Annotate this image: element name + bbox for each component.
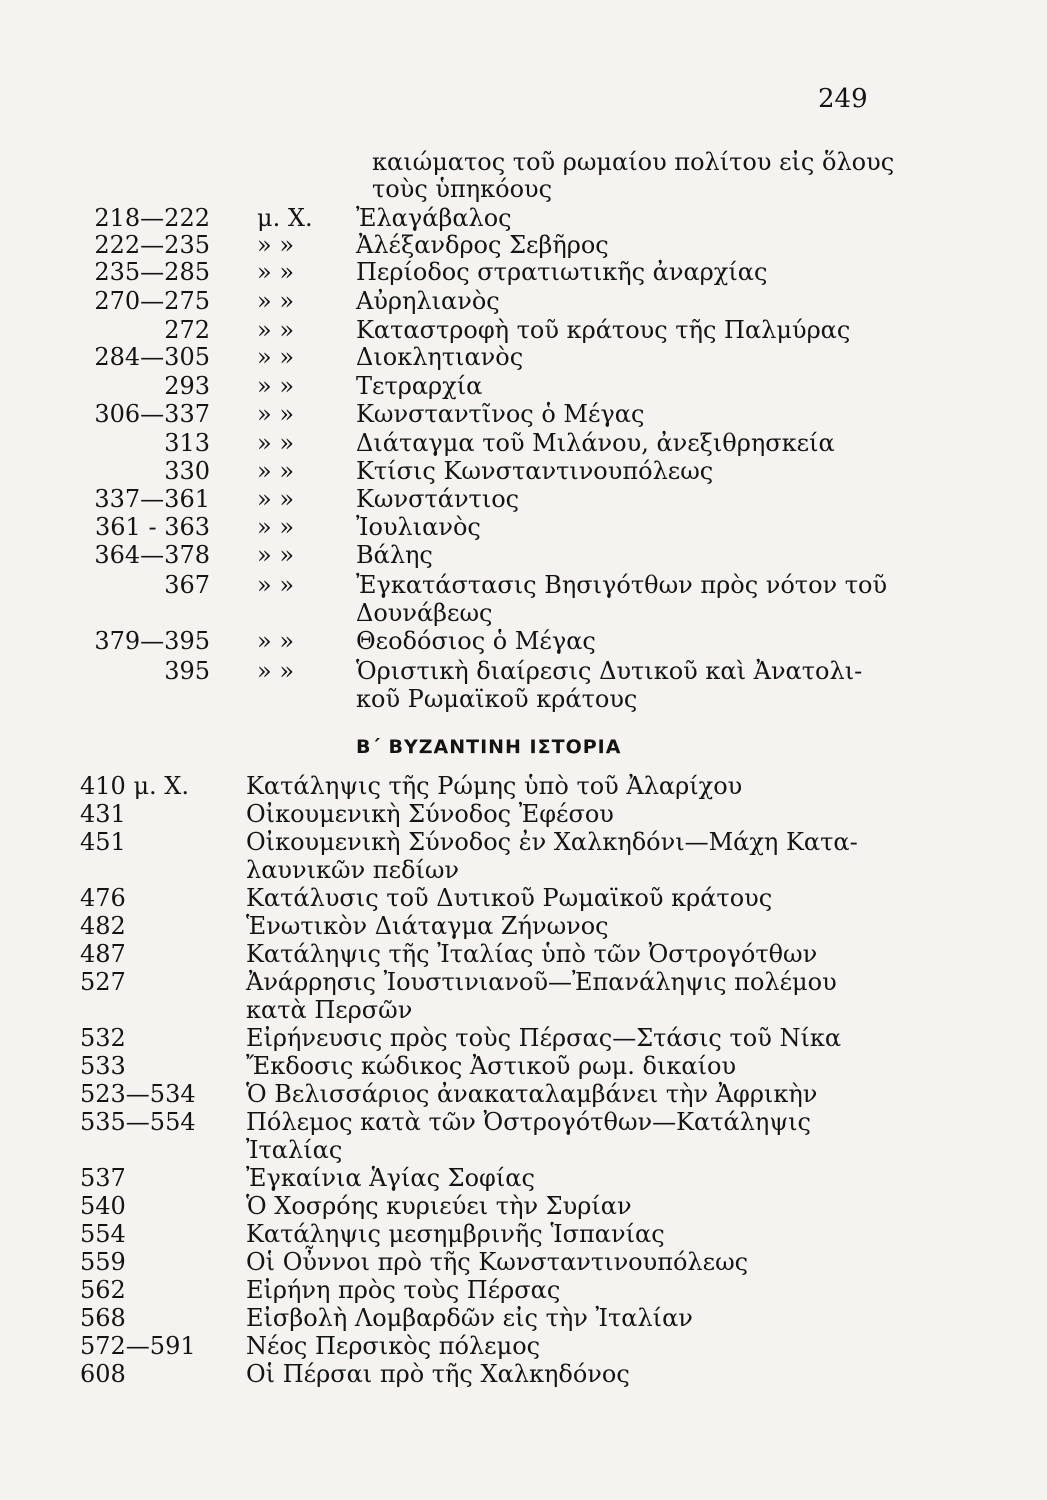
entry-era: μ. Χ. — [257, 204, 313, 232]
entry-text-line — [0, 204, 1047, 232]
entry-text-line — [0, 1248, 1047, 1276]
entry-text: Ἀλέξανδρος Σεβῆρος — [356, 231, 609, 259]
entry-dates: 562 — [80, 1276, 126, 1304]
entry-dates: 568 — [80, 1304, 126, 1332]
entry-text-line — [0, 1276, 1047, 1304]
entry-text-line — [0, 800, 1047, 828]
entry-dates: 523—534 — [80, 1080, 196, 1108]
entry-dates: 306—337 — [94, 400, 210, 428]
entry-era: » » — [257, 657, 294, 685]
entry-text: Βάλης — [356, 541, 433, 569]
entry-text: Δουνάβεως — [356, 599, 493, 627]
entry-text: Οἱ Οὖννοι πρὸ τῆς Κωνσταντινουπόλεως — [246, 1248, 749, 1276]
entry-text-line — [0, 1332, 1047, 1360]
entry-text: κατὰ Περσῶν — [246, 996, 413, 1024]
entry-text-line — [0, 343, 1047, 371]
entry-text: Ἑνωτικὸν Διάταγμα Ζήνωνος — [246, 912, 609, 940]
entry-dates: 487 — [80, 940, 126, 968]
entry-era: » » — [257, 287, 294, 315]
entry-text-line — [0, 856, 1047, 884]
entry-text-line — [0, 372, 1047, 400]
entry-text: Θεοδόσιος ὁ Μέγας — [356, 627, 596, 655]
entry-text: Οἰκουμενικὴ Σύνοδος Ἐφέσου — [246, 800, 614, 828]
entry-dates: 533 — [80, 1052, 126, 1080]
entry-text: Ἐλαγάβαλος — [356, 204, 512, 232]
entry-era: » » — [257, 343, 294, 371]
entry-text: Ἰουλιανὸς — [356, 513, 481, 541]
entry-text: λαυνικῶν πεδίων — [246, 856, 460, 884]
entry-dates: 361 - 363 — [95, 513, 210, 541]
entry-dates: 451 — [80, 828, 126, 856]
entry-text-line — [0, 485, 1047, 513]
entry-dates: 482 — [80, 912, 126, 940]
entry-text-line — [0, 912, 1047, 940]
entry-dates: 379—395 — [94, 627, 210, 655]
entry-text-line — [0, 828, 1047, 856]
entry-dates: 431 — [80, 800, 126, 828]
entry-text: Περίοδος στρατιωτικῆς ἀναρχίας — [356, 258, 768, 286]
entry-text: Εἰρήνευσις πρὸς τοὺς Πέρσας—Στάσις τοῦ Νίκα — [246, 1024, 842, 1052]
entry-text-line — [0, 772, 1047, 800]
entry-text-line — [0, 231, 1047, 259]
entry-text-line — [0, 1164, 1047, 1192]
entry-dates: 608 — [80, 1360, 126, 1388]
entry-dates: 540 — [80, 1192, 126, 1220]
entry-text-line — [0, 627, 1047, 655]
entry-text: Αὐρηλιανὸς — [356, 287, 500, 315]
entry-dates: 337—361 — [94, 485, 210, 513]
entry-text: Εἰρήνη πρὸς τοὺς Πέρσας — [246, 1276, 561, 1304]
entry-dates: 535—554 — [80, 1108, 196, 1136]
section-heading: Β΄ ΒΥΖΑΝΤΙΝΗ ΙΣΤΟΡΙΑ — [356, 736, 622, 758]
entry-dates: 532 — [80, 1024, 126, 1052]
entry-era: » » — [257, 400, 294, 428]
entry-dates: 395 — [164, 657, 210, 685]
entry-dates: 272 — [164, 316, 210, 344]
entry-text: Οἰκουμενικὴ Σύνοδος ἐν Χαλκηδόνι—Μάχη Κατα- — [246, 828, 858, 856]
entry-text: Κωνστάντιος — [356, 485, 520, 513]
entry-text: Κατάλυσις τοῦ Δυτικοῦ Ρωμαϊκοῦ κράτους — [246, 884, 773, 912]
entry-text-line — [0, 1136, 1047, 1164]
entry-text-line — [0, 513, 1047, 541]
entry-text: Κατάληψις τῆς Ρώμης ὑπὸ τοῦ Ἀλαρίχου — [246, 772, 743, 800]
entry-text-line — [0, 884, 1047, 912]
entry-text: Διοκλητιανὸς — [356, 343, 524, 371]
entry-era: » » — [257, 627, 294, 655]
entry-text-line — [0, 316, 1047, 344]
entry-text-line — [0, 1192, 1047, 1220]
entry-era: » » — [257, 316, 294, 344]
entry-text-line — [0, 657, 1047, 685]
entry-text: Ἰταλίας — [246, 1136, 343, 1164]
entry-text: Κτίσις Κωνσταντινουπόλεως — [356, 457, 714, 485]
entry-dates: 476 — [80, 884, 126, 912]
entry-text-line — [0, 940, 1047, 968]
entry-text: κοῦ Ρωμαϊκοῦ κράτους — [356, 685, 638, 713]
entry-text-line — [0, 1052, 1047, 1080]
entry-text: Ὁ Βελισσάριος ἀνακαταλαμβάνει τὴν Ἀφρικὴν — [246, 1080, 818, 1108]
entry-text-line — [0, 1108, 1047, 1136]
entry-text: Τετραρχία — [356, 372, 483, 400]
entry-text-line — [0, 968, 1047, 996]
entry-text-line — [0, 1220, 1047, 1248]
entry-text: Ἐγκατάστασις Βησιγότθων πρὸς νότον τοῦ — [356, 571, 888, 599]
entry-text-line — [0, 1304, 1047, 1332]
entry-text-line — [0, 571, 1047, 599]
page-number: 249 — [818, 84, 868, 114]
entry-dates: 313 — [164, 429, 210, 457]
entry-dates: 218—222 — [94, 204, 210, 232]
entry-dates: 293 — [164, 372, 210, 400]
entry-text-line — [0, 1024, 1047, 1052]
entry-text-line — [0, 258, 1047, 286]
entry-text: Εἰσβολὴ Λομβαρδῶν εἰς τὴν Ἰταλίαν — [246, 1304, 693, 1332]
entry-text-line — [0, 429, 1047, 457]
entry-era: » » — [257, 513, 294, 541]
entry-dates: 554 — [80, 1220, 126, 1248]
intro-line: καιώματος τοῦ ρωμαίου πολίτου εἰς ὅλους — [372, 148, 895, 176]
entry-text: Κωνσταντῖνος ὁ Μέγας — [356, 400, 645, 428]
entry-era: » » — [257, 571, 294, 599]
entry-dates: 559 — [80, 1248, 126, 1276]
entry-text: Ὁριστικὴ διαίρεσις Δυτικοῦ καὶ Ἀνατολι- — [356, 657, 863, 685]
entry-dates: 410 μ. Χ. — [80, 772, 190, 800]
entry-text-line — [0, 1080, 1047, 1108]
entry-era: » » — [257, 231, 294, 259]
entry-dates: 284—305 — [94, 343, 210, 371]
entry-dates: 235—285 — [94, 258, 210, 286]
entry-dates: 572—591 — [80, 1332, 196, 1360]
entry-text-line — [0, 685, 1047, 713]
entry-era: » » — [257, 429, 294, 457]
entry-era: » » — [257, 485, 294, 513]
entry-dates: 330 — [164, 457, 210, 485]
entry-dates: 367 — [164, 571, 210, 599]
entry-dates: 222—235 — [94, 231, 210, 259]
entry-text-line — [0, 996, 1047, 1024]
entry-text: Ἀνάρρησις Ἰουστινιανοῦ—Ἐπανάληψις πολέμου — [246, 968, 837, 996]
entry-dates: 537 — [80, 1164, 126, 1192]
entry-text: Καταστροφὴ τοῦ κράτους τῆς Παλμύρας — [356, 316, 851, 344]
entry-text: Νέος Περσικὸς πόλεμος — [246, 1332, 541, 1360]
entry-dates: 364—378 — [94, 541, 210, 569]
entry-text: Πόλεμος κατὰ τῶν Ὀστρογότθων—Κατάληψις — [246, 1108, 811, 1136]
entry-text: Ὁ Χοσρόης κυριεύει τὴν Συρίαν — [246, 1192, 632, 1220]
entry-era: » » — [257, 541, 294, 569]
entry-text-line — [0, 287, 1047, 315]
entry-text: Διάταγμα τοῦ Μιλάνου, ἀνεξιθρησκεία — [356, 429, 835, 457]
entry-text: Ἔκδοσις κώδικος Ἀστικοῦ ρωμ. δικαίου — [246, 1052, 737, 1080]
entry-text: Ἐγκαίνια Ἁγίας Σοφίας — [246, 1164, 535, 1192]
intro-line: τοὺς ὑπηκόους — [372, 175, 553, 203]
entry-text-line — [0, 599, 1047, 627]
entry-dates: 527 — [80, 968, 126, 996]
entry-text-line — [0, 541, 1047, 569]
entry-text: Κατάληψις μεσημβρινῆς Ἱσπανίας — [246, 1220, 665, 1248]
entry-text-line — [0, 457, 1047, 485]
entry-era: » » — [257, 457, 294, 485]
entry-text-line — [0, 1360, 1047, 1388]
entry-dates: 270—275 — [94, 287, 210, 315]
entry-era: » » — [257, 372, 294, 400]
entry-era: » » — [257, 258, 294, 286]
entry-text: Κατάληψις τῆς Ἰταλίας ὑπὸ τῶν Ὀστρογότθων — [246, 940, 818, 968]
entry-text-line — [0, 400, 1047, 428]
entry-text: Οἱ Πέρσαι πρὸ τῆς Χαλκηδόνος — [246, 1360, 630, 1388]
